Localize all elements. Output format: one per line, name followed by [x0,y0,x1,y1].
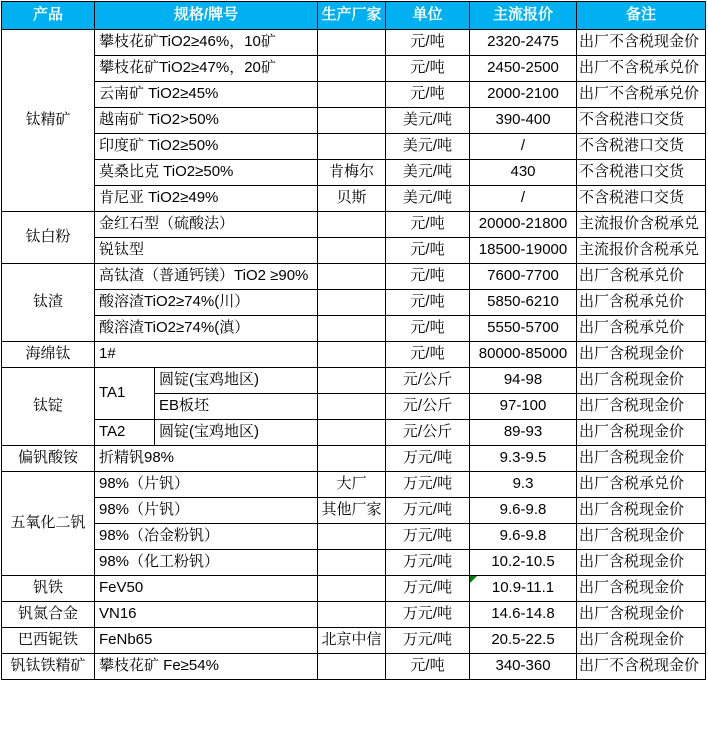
unit-cell[interactable]: 元/公斤 [386,420,470,446]
table-row [2,342,706,368]
spec-cell[interactable]: FeV50 [95,576,318,602]
table-row [2,134,706,160]
price-cell[interactable]: / [470,134,577,160]
table-row [2,82,706,108]
manufacturer-cell[interactable] [318,238,386,264]
spec-cell[interactable]: 越南矿 TiO2>50% [95,108,318,134]
note-cell[interactable]: 出厂含税现金价 [577,446,706,472]
product-cell[interactable]: 钒铁 [2,576,95,602]
spec-cell[interactable]: 肯尼亚 TiO2≥49% [95,186,318,212]
note-cell[interactable]: 出厂含税承兑价 [577,472,706,498]
note-cell[interactable]: 出厂不含税承兑价 [577,82,706,108]
table-row [2,472,706,498]
spec-cell[interactable]: 折精钒98% [95,446,318,472]
spec-cell[interactable]: 98%（片钒） [95,472,318,498]
green-triangle-icon [470,576,477,583]
manufacturer-cell[interactable] [318,264,386,290]
price-cell[interactable]: 9.3-9.5 [470,446,577,472]
product-cell[interactable]: 钒钛铁精矿 [2,654,95,680]
product-cell[interactable]: 钛白粉 [2,212,95,264]
note-cell[interactable]: 主流报价含税承兑 [577,212,706,238]
table-row [2,368,706,394]
table-row [2,160,706,186]
table-row [2,446,706,472]
price-cell[interactable]: 20.5-22.5 [470,628,577,654]
unit-cell[interactable]: 元/吨 [386,654,470,680]
manufacturer-cell[interactable] [318,420,386,446]
product-cell[interactable]: 五氧化二钒 [2,472,95,576]
unit-cell[interactable]: 万元/吨 [386,550,470,576]
price-cell[interactable] [470,576,577,602]
table-row [2,524,706,550]
unit-cell[interactable]: 元/公斤 [386,394,470,420]
note-cell[interactable]: 不含税港口交货 [577,108,706,134]
note-cell[interactable]: 出厂不含税现金价 [577,654,706,680]
unit-cell[interactable]: 美元/吨 [386,134,470,160]
unit-cell[interactable]: 元/吨 [386,290,470,316]
spec-cell[interactable]: 锐钛型 [95,238,318,264]
unit-cell[interactable]: 元/吨 [386,238,470,264]
spec-cell[interactable]: 1# [95,342,318,368]
note-cell[interactable]: 出厂含税承兑价 [577,264,706,290]
manufacturer-cell[interactable]: 贝斯 [318,186,386,212]
unit-cell[interactable]: 元/吨 [386,82,470,108]
product-cell[interactable]: 钒氮合金 [2,602,95,628]
table-row [2,238,706,264]
price-cell[interactable]: 5550-5700 [470,316,577,342]
unit-cell[interactable]: 万元/吨 [386,472,470,498]
unit-cell[interactable]: 万元/吨 [386,524,470,550]
manufacturer-cell[interactable] [318,446,386,472]
price-cell[interactable]: 2000-2100 [470,82,577,108]
table-row [2,602,706,628]
spec-cell[interactable]: 云南矿 TiO2≥45% [95,82,318,108]
spec-cell[interactable]: 攀枝花矿TiO2≥47%，20矿 [95,56,318,82]
unit-cell[interactable]: 美元/吨 [386,108,470,134]
col-header-product[interactable]: 产品 [2,2,95,30]
col-header-price[interactable]: 主流报价 [470,2,577,30]
price-cell[interactable]: 2320-2475 [470,30,577,56]
unit-cell[interactable]: 万元/吨 [386,498,470,524]
manufacturer-cell[interactable] [318,316,386,342]
col-header-manufacturer[interactable]: 生产厂家 [318,2,386,30]
table-row [2,420,706,446]
price-cell[interactable]: 18500-19000 [470,238,577,264]
note-cell[interactable]: 出厂含税现金价 [577,368,706,394]
spec-cell[interactable]: 酸溶渣TiO2≥74%(滇） [95,316,318,342]
manufacturer-cell[interactable]: 其他厂家 [318,498,386,524]
price-cell[interactable]: 7600-7700 [470,264,577,290]
note-cell[interactable]: 出厂含税现金价 [577,498,706,524]
note-cell[interactable]: 出厂不含税承兑价 [577,56,706,82]
grade-cell[interactable]: TA2 [95,420,155,446]
note-cell[interactable]: 不含税港口交货 [577,134,706,160]
spec-cell[interactable]: VN16 [95,602,318,628]
manufacturer-cell[interactable] [318,576,386,602]
table-row [2,264,706,290]
manufacturer-cell[interactable] [318,368,386,394]
table-row [2,56,706,82]
spec-cell[interactable]: 莫桑比克 TiO2≥50% [95,160,318,186]
unit-cell[interactable]: 万元/吨 [386,628,470,654]
price-cell[interactable]: 20000-21800 [470,212,577,238]
spec-cell[interactable]: 攀枝花矿 Fe≥54% [95,654,318,680]
note-cell[interactable]: 出厂含税现金价 [577,342,706,368]
grade-cell[interactable]: TA1 [95,368,155,420]
price-cell[interactable]: 10.2-10.5 [470,550,577,576]
spec-cell[interactable]: 圆锭(宝鸡地区) [155,420,318,446]
price-cell[interactable]: 340-360 [470,654,577,680]
spec-cell[interactable]: 98%（化工粉钒） [95,550,318,576]
spec-cell[interactable]: 印度矿 TiO2≥50% [95,134,318,160]
table-row [2,316,706,342]
note-cell[interactable]: 出厂含税承兑价 [577,316,706,342]
note-cell[interactable]: 出厂不含税现金价 [577,30,706,56]
manufacturer-cell[interactable]: 大厂 [318,472,386,498]
price-cell[interactable]: 97-100 [470,394,577,420]
unit-cell[interactable]: 元/吨 [386,342,470,368]
note-cell[interactable]: 出厂含税现金价 [577,524,706,550]
table-header-row [2,2,706,30]
note-cell[interactable]: 出厂含税现金价 [577,394,706,420]
manufacturer-cell[interactable] [318,394,386,420]
product-cell[interactable]: 巴西铌铁 [2,628,95,654]
unit-cell[interactable]: 万元/吨 [386,576,470,602]
manufacturer-cell[interactable] [318,56,386,82]
manufacturer-cell[interactable] [318,108,386,134]
table-row [2,212,706,238]
note-cell[interactable]: 出厂含税现金价 [577,576,706,602]
unit-cell[interactable]: 元/吨 [386,212,470,238]
price-cell[interactable]: 94-98 [470,368,577,394]
price-cell[interactable]: 80000-85000 [470,342,577,368]
price-cell[interactable]: 390-400 [470,108,577,134]
manufacturer-cell[interactable] [318,550,386,576]
price-cell[interactable]: 5850-6210 [470,290,577,316]
price-cell[interactable]: 2450-2500 [470,56,577,82]
spec-cell[interactable]: 圆锭(宝鸡地区) [155,368,318,394]
note-cell[interactable]: 出厂含税现金价 [577,628,706,654]
manufacturer-cell[interactable] [318,82,386,108]
product-cell[interactable]: 海绵钛 [2,342,95,368]
col-header-spec[interactable]: 规格/牌号 [95,2,318,30]
unit-cell[interactable]: 万元/吨 [386,446,470,472]
col-header-note[interactable]: 备注 [577,2,706,30]
note-cell[interactable]: 不含税港口交货 [577,186,706,212]
manufacturer-cell[interactable] [318,212,386,238]
spec-cell[interactable]: 酸溶渣TiO2≥74%(川） [95,290,318,316]
manufacturer-cell[interactable] [318,654,386,680]
product-cell[interactable]: 钛锭 [2,368,95,446]
manufacturer-cell[interactable] [318,342,386,368]
unit-cell[interactable]: 元/吨 [386,30,470,56]
price-value: 10.9-11.1 [491,579,555,597]
manufacturer-cell[interactable] [318,290,386,316]
price-cell[interactable]: / [470,186,577,212]
manufacturer-cell[interactable] [318,30,386,56]
col-header-unit[interactable]: 单位 [386,2,470,30]
unit-cell[interactable]: 美元/吨 [386,186,470,212]
product-cell[interactable]: 偏钒酸铵 [2,446,95,472]
spec-cell[interactable]: FeNb65 [95,628,318,654]
note-cell[interactable]: 不含税港口交货 [577,160,706,186]
product-cell[interactable]: 钛精矿 [2,30,95,212]
unit-cell[interactable]: 元/吨 [386,264,470,290]
table-row [2,498,706,524]
table-row [2,550,706,576]
unit-cell[interactable]: 万元/吨 [386,602,470,628]
spec-cell[interactable]: 98%（片钒） [95,498,318,524]
spec-cell[interactable]: 98%（冶金粉钒） [95,524,318,550]
table-row [2,628,706,654]
note-cell[interactable]: 主流报价含税承兑 [577,238,706,264]
spec-cell[interactable]: 高钛渣（普通钙镁）TiO2 ≥90% [95,264,318,290]
price-cell[interactable]: 89-93 [470,420,577,446]
manufacturer-cell[interactable]: 肯梅尔 [318,160,386,186]
table-row [2,186,706,212]
manufacturer-cell[interactable] [318,134,386,160]
table-row [2,576,706,602]
spec-cell[interactable]: 金红石型（硫酸法） [95,212,318,238]
price-cell[interactable]: 430 [470,160,577,186]
unit-cell[interactable]: 美元/吨 [386,160,470,186]
price-cell[interactable]: 9.6-9.8 [470,498,577,524]
manufacturer-cell[interactable]: 北京中信 [318,628,386,654]
unit-cell[interactable]: 元/吨 [386,316,470,342]
product-cell[interactable]: 钛渣 [2,264,95,342]
price-cell[interactable]: 9.3 [470,472,577,498]
unit-cell[interactable]: 元/吨 [386,56,470,82]
spec-cell[interactable]: 攀枝花矿TiO2≥46%，10矿 [95,30,318,56]
note-cell[interactable]: 出厂含税承兑价 [577,290,706,316]
note-cell[interactable]: 出厂含税现金价 [577,550,706,576]
spec-cell[interactable]: EB板坯 [155,394,318,420]
unit-cell[interactable]: 元/公斤 [386,368,470,394]
table-row [2,108,706,134]
price-cell[interactable]: 9.6-9.8 [470,524,577,550]
table-row [2,30,706,56]
manufacturer-cell[interactable] [318,524,386,550]
manufacturer-cell[interactable] [318,602,386,628]
note-cell[interactable]: 出厂含税现金价 [577,602,706,628]
price-cell[interactable]: 14.6-14.8 [470,602,577,628]
note-cell[interactable]: 出厂含税现金价 [577,420,706,446]
table-row [2,290,706,316]
price-table [1,1,706,680]
table-row [2,654,706,680]
